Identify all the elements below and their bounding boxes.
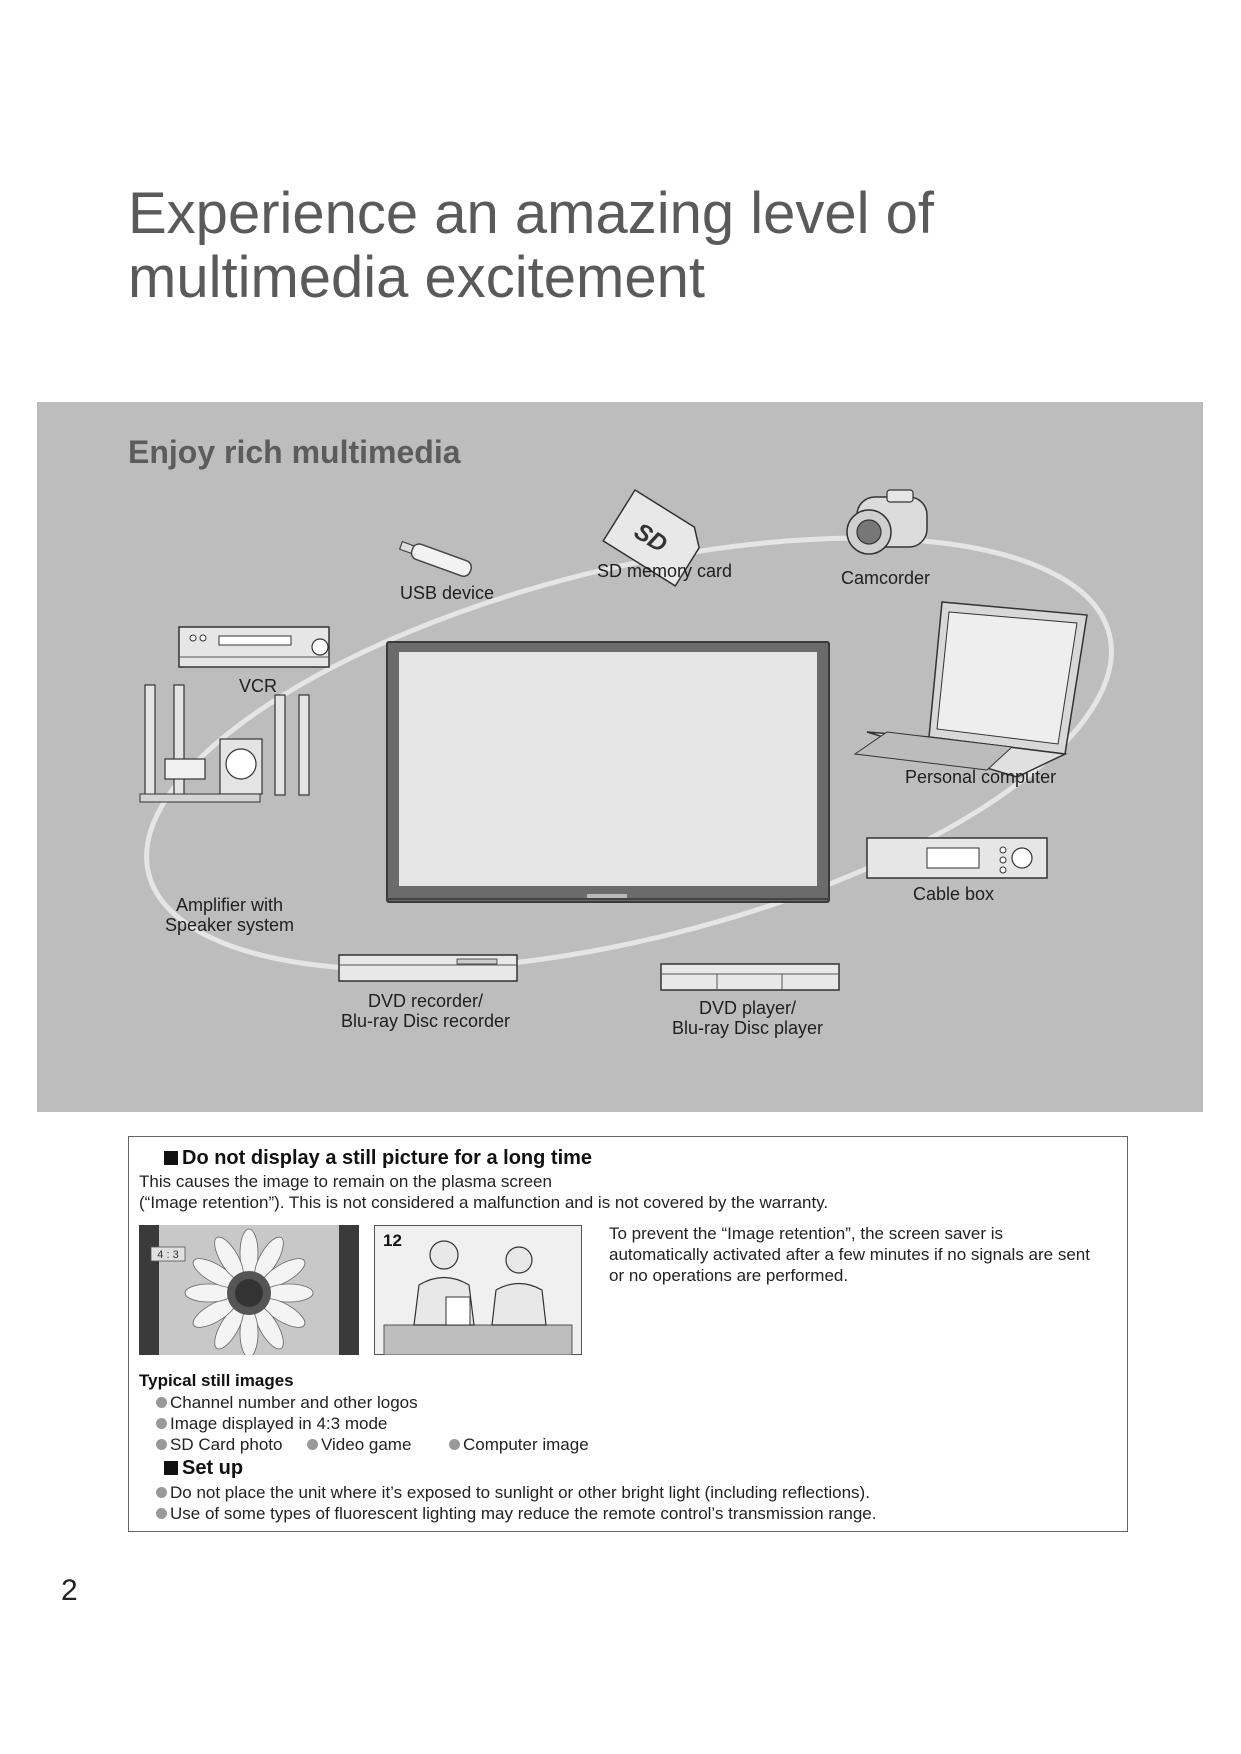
bullet-icon (156, 1508, 167, 1519)
page-title-line-1: Experience an amazing level of (128, 181, 935, 246)
speaker-system-icon (140, 685, 309, 802)
dvd-player-label-line-2: Blu-ray Disc player (671, 1018, 824, 1038)
dvd-player-label (670, 998, 825, 1038)
camcorder-label: Camcorder (841, 568, 931, 588)
bullet-icon (307, 1439, 318, 1450)
svg-text:SD: SD (629, 517, 672, 559)
setup-item-1-text: Do not place the unit where it’s exposed to sunlight or other bright light (including reflections). (170, 1483, 870, 1502)
plasma-tv-illustration (387, 642, 829, 902)
typical-item-2-text: Image displayed in 4:3 mode (170, 1414, 388, 1433)
typical-item-3 (156, 1434, 282, 1455)
typical-item-5 (449, 1434, 589, 1455)
square-bullet-icon (164, 1151, 178, 1165)
page-number: 2 (61, 1574, 78, 1607)
sunflower-image (139, 1225, 359, 1355)
typical-item-1-text: Channel number and other logos (170, 1393, 418, 1412)
still-picture-heading-text: Do not display a still picture for a long time (182, 1147, 593, 1169)
channel-number: 12 (383, 1231, 402, 1250)
dvd-player-label-line-1: DVD player/ (698, 998, 797, 1018)
page-title (128, 182, 934, 310)
personal-computer-label: Personal computer (905, 767, 1057, 787)
typical-item-4 (307, 1434, 411, 1455)
setup-heading-text: Set up (182, 1457, 244, 1479)
typical-item-3-text: SD Card photo (170, 1435, 283, 1454)
setup-item-2 (156, 1503, 876, 1524)
bullet-icon (156, 1487, 167, 1498)
bullet-icon (449, 1439, 460, 1450)
still-picture-text-1: This causes the image to remain on the plasma screen (139, 1172, 552, 1191)
typical-item-2 (156, 1413, 387, 1434)
square-bullet-icon (164, 1461, 178, 1475)
amplifier-label-line-1: Amplifier with (175, 895, 284, 915)
usb-device-label: USB device (400, 583, 495, 603)
connection-diagram (37, 402, 1203, 1112)
personal-computer-icon (827, 602, 1087, 792)
typical-item-5-text: Computer image (463, 1435, 589, 1454)
prevent-text: To prevent the “Image retention”, the screen saver is automatically activated after a few minutes if no signals are sent or no operations are performed. (609, 1224, 1090, 1285)
still-picture-text-2: (“Image retention”). This is not considered a malfunction and is not covered by the warranty. (139, 1193, 829, 1212)
dvd-recorder-label-line-2: Blu-ray Disc recorder (340, 1011, 511, 1031)
multimedia-heading: Enjoy rich multimedia (128, 434, 461, 470)
bullet-icon (156, 1439, 167, 1450)
typical-item-4-text: Video game (321, 1435, 412, 1454)
cable-box-icon (867, 838, 1047, 878)
setup-heading (164, 1457, 243, 1480)
dvd-recorder-label (338, 991, 513, 1031)
typical-still-images-heading: Typical still images (139, 1371, 294, 1390)
amplifier-label (162, 895, 297, 935)
still-picture-heading (164, 1147, 592, 1170)
news-anchors-image (374, 1225, 582, 1355)
aspect-ratio-badge: 4 : 3 (157, 1249, 179, 1261)
sd-card-label: SD memory card (597, 561, 733, 581)
typical-item-1 (156, 1392, 418, 1413)
vcr-icon (179, 627, 329, 667)
dvd-recorder-label-line-1: DVD recorder/ (367, 991, 484, 1011)
amplifier-label-line-2: Speaker system (164, 915, 295, 935)
vcr-label: VCR (239, 676, 278, 696)
usb-device-icon (398, 538, 473, 578)
cable-box-label: Cable box (913, 884, 995, 904)
dvd-player-icon (661, 964, 839, 990)
dvd-recorder-icon (339, 955, 517, 981)
setup-item-2-text: Use of some types of fluorescent lighting may reduce the remote control’s transmission range. (170, 1504, 877, 1523)
setup-item-1 (156, 1482, 870, 1503)
notice-box (128, 1136, 1128, 1532)
camcorder-icon (847, 490, 927, 554)
bullet-icon (156, 1397, 167, 1408)
page-title-line-2: multimedia excitement (128, 245, 705, 310)
bullet-icon (156, 1418, 167, 1429)
